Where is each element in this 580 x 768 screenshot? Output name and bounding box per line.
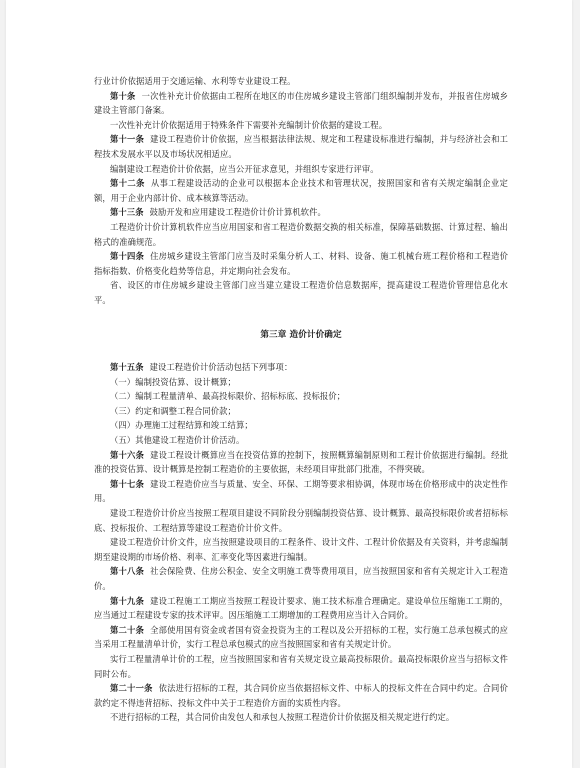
article-paragraph [94,594,508,623]
article-number: 第十八条 [110,566,145,577]
article-text: 建设工程造价计价文件，应当按照建设项目的工程条件、设计文件、工程计价依据及有关资料，并考虑编制期至建设期的市场价格、利率、汇率变化等因素进行编制。 [94,537,508,562]
article-paragraph [94,360,508,375]
article-text: 住房城乡建设主管部门应当及时采集分析人工、材料、设备、施工机械台班工程价格和工程造价指标指数、价格变化趋势等信息，并定期向社会发布。 [94,251,508,276]
article-paragraph [94,89,508,118]
article-text: 鼓励开发和应用建设工程造价计价计算机软件。 [149,207,326,218]
list-item: （一）编制投资估算、设计概算； [110,376,236,387]
article-text: 实行工程量清单计价的工程，应当按照国家和省有关规定设立最高投标限价。最高投标限价应当与招标文件同时公布。 [94,653,508,679]
article-paragraph [94,477,508,506]
article-paragraph [94,710,508,725]
article-text: 一次性补充计价依据适用于特殊条件下需要补充编制计价依据的建设工程。 [110,119,388,130]
article-text: 依法进行招标的工程，其合同价应当依据招标文件、中标人的投标文件在合同中约定。合同价款约定不得违背招标、投标文件中关于工程造价方面的实质性内容。 [94,683,508,708]
list-item: （三）约定和调整工程合同价款； [110,405,236,416]
article-text: 行业计价依据适用于交通运输、水利等专业建设工程。 [94,76,296,86]
article-text: 不进行招标的工程，其合同价由发包人和承包人按照工程造价计价依据及相关规定进行约定。 [110,712,455,723]
article-text: 建设工程造价应当与质量、安全、环保、工期等要求相协调，体现市场在价格形成中的决定性作用。 [94,478,508,504]
article-paragraph [94,118,508,133]
article-item-list [94,375,508,448]
article-text: 建设工程造价计价活动包括下列事项： [149,362,293,373]
article-text: 编制建设工程造价计价依据，应当公开征求意见，并组织专家进行评审。 [110,163,379,174]
chapter-title: 第三章 造价计价确定 [260,329,342,340]
article-number: 第十四条 [110,251,145,262]
list-item: （二）编制工程量清单、最高投标限价、招标标底、投标报价； [110,391,346,402]
article-text: 建设工程造价计价依据，应当根据法律法规、规定和工程建设标准进行编制，并与经济社会和工程技术发展水平以及市场状况相适应。 [94,134,508,159]
article-paragraph [94,652,508,681]
article-paragraph [94,162,508,177]
article-paragraph [94,176,508,205]
article-text: 建设工程设计概算应当在投资估算的控制下，按照概算编制原则和工程计价依据进行编制。经批准的投资估算、设计概算是控制工程造价的主要依据，未经项目审批部门批准，不得突破。 [94,449,508,475]
article-text: 一次性补充计价依据由工程所在地区的市住房城乡建设主管部门组织编制并发布，并报省住房城乡建设主管部门备案。 [94,90,508,116]
articles-after-chapter [94,448,508,725]
article-paragraph [94,278,508,307]
article-number: 第十九条 [110,595,145,606]
article-text: 省、设区的市住房城乡建设主管部门应当建立建设工程造价信息数据库，提高建设工程造价管理信息化水平。 [94,280,508,305]
article-number: 第二十条 [110,624,145,635]
article-number: 第二十一条 [110,683,153,694]
document-page [6,0,572,768]
article-paragraph [94,74,508,89]
list-item: （四）办理施工过程结算和竣工结算； [110,420,253,431]
article-paragraph [94,506,508,535]
article-paragraph [94,205,508,220]
article-paragraph [94,132,508,161]
article-number: 第十六条 [110,449,145,460]
list-item: （五）其他建设工程造价计价活动。 [110,435,245,446]
article-number: 第十七条 [110,478,145,489]
article-text: 从事工程建设活动的企业可以根据本企业技术和管理状况，按照国家和省有关规定编制企业定额，用于企业内部计价、成本核算等活动。 [94,178,508,203]
article-text: 全部使用国有资金或者国有资金投资为主的工程以及公开招标的工程，实行施工总承包模式的应当采用工程量清单计价，实行工程总承包模式的应当按照国家和省有关规定计价。 [94,624,508,650]
article-paragraph [94,681,508,710]
article-paragraph [94,535,508,564]
article-number: 第十二条 [110,178,145,189]
article-paragraph [94,564,508,593]
article-paragraph [94,249,508,278]
articles-before-chapter [94,74,508,308]
article-number: 第十五条 [110,362,144,373]
article-number: 第十一条 [110,134,145,145]
article-text: 建设工程造价计价应当按照工程项目建设不同阶段分别编制投资估算、设计概算、最高投标限价或者招标标底、投标报价、工程结算等建设工程造价计价文件。 [94,508,508,533]
document-body [94,74,508,725]
article-number: 第十三条 [110,207,144,218]
article-number: 第十条 [110,90,136,101]
article-text: 建设工程施工工期应当按照工程设计要求、施工技术标准合理确定。建设单位压缩施工工期的，应当通过工程建设专家的技术评审。因压缩施工工期增加的工程费用应当计入合同价。 [94,595,508,621]
article-paragraph [94,623,508,652]
article-text: 工程造价计价计算机软件应当应用国家和省工程造价数据交换的相关标准，保障基础数据、计算过程、输出格式的准确规范。 [94,221,508,247]
article-text: 社会保险费、住房公积金、安全文明施工费等费用项目，应当按照国家和省有关规定计入工程造价。 [94,566,508,591]
article-paragraph [94,220,508,249]
article-paragraph [94,448,508,477]
